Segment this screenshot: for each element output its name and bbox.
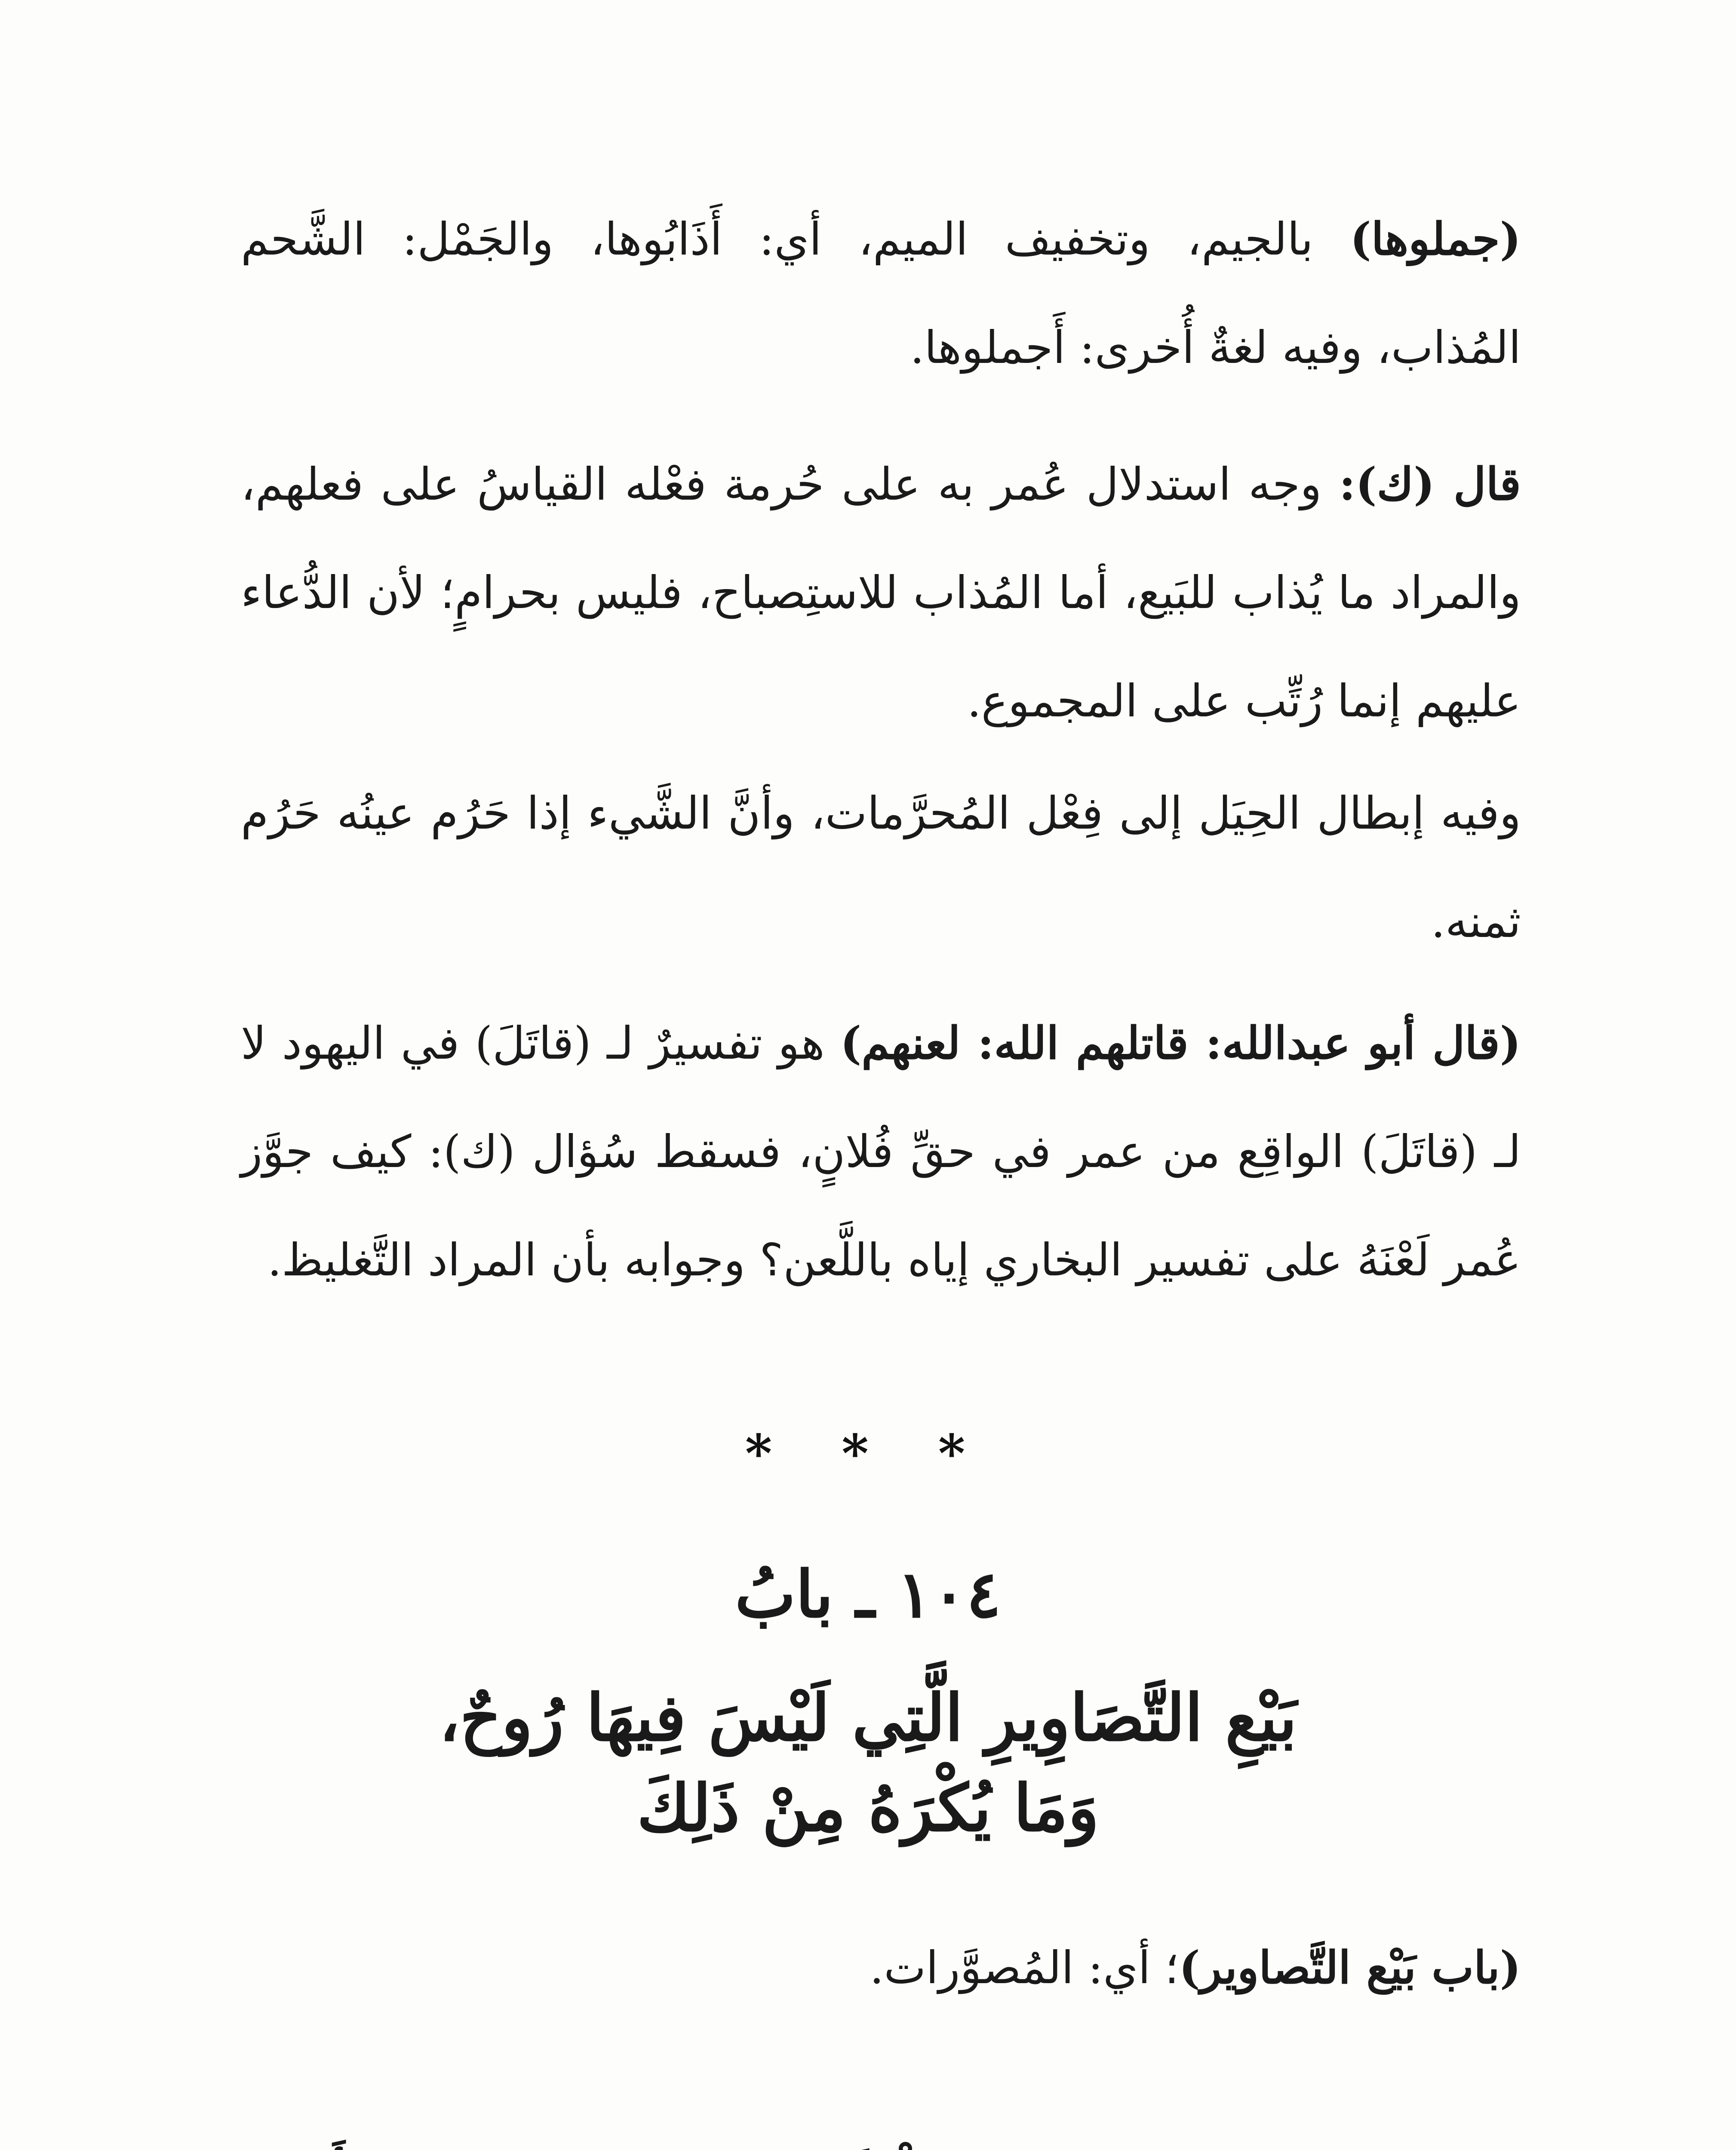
chapter-title-line-1: بَيْعِ التَّصَاوِيرِ الَّتِي لَيْسَ فِيهَا رُوحٌ،: [439, 1680, 1297, 1756]
paragraph-body: بالجيم، وتخفيف الميم، أي: أَذَابُوها، والجَمْل: الشَّحم المُذاب، وفيه لغةٌ أُخرى: أَجملوها.: [241, 213, 1521, 374]
paragraph-body: ؛ أي: المُصوَّرات.: [870, 1941, 1179, 1994]
chapter-title: [0, 1673, 1736, 1853]
paragraph-lead: (قال أبو عبدالله: قاتلهم الله: لعنهم): [840, 1017, 1521, 1069]
chapter-title-line-2: وَمَا يُكْرَهُ مِنْ ذَلِكَ: [637, 1770, 1099, 1846]
paragraph-lead: (باب بَيْع التَّصاوير): [1179, 1941, 1521, 1994]
paragraph-body: وفيه إبطال الحِيَل إلى فِعْل المُحرَّمات، وأنَّ الشَّيء إذا حَرُم عينُه حَرُم ثمنه.: [241, 787, 1521, 948]
paragraph-abu-abdillah: [241, 989, 1521, 1314]
paragraph-body: هو تفسيرٌ لـ (قاتَلَ) في اليهود لا لـ (قاتَلَ) الواقِع من عمر في حقِّ فُلانٍ، فسقط سُؤال (ك): كيف جوَّز عُمر لَعْنَهُ على تفسير البخاري إياه باللَّعن؟ وجوابه بأن المراد التَّغليظ.: [241, 1017, 1521, 1286]
paragraph-lead: (جملوها): [1350, 212, 1521, 265]
hadith-text: [241, 2122, 1521, 2150]
paragraph-body: وجه استدلال عُمر به على حُرمة فعْله القياسُ على فعلهم، والمراد ما يُذاب للبَيع، أما المُذاب للاستِصباح، فليس بحرامٍ؛ لأن الدُّعاء عليهم إنما رُتِّب على المجموع.: [241, 458, 1521, 727]
paragraph-bab-bay: [241, 1914, 1521, 2022]
paragraph-qala-k: [241, 430, 1521, 755]
section-separator: * * *: [745, 1423, 991, 1484]
chapter-number: ١٠٤ ـ بابُ: [735, 1557, 1001, 1632]
paragraph-hiyal: [241, 759, 1521, 976]
paragraph-jamaluha: [241, 185, 1521, 402]
paragraph-lead: قال (ك):: [1339, 458, 1521, 510]
